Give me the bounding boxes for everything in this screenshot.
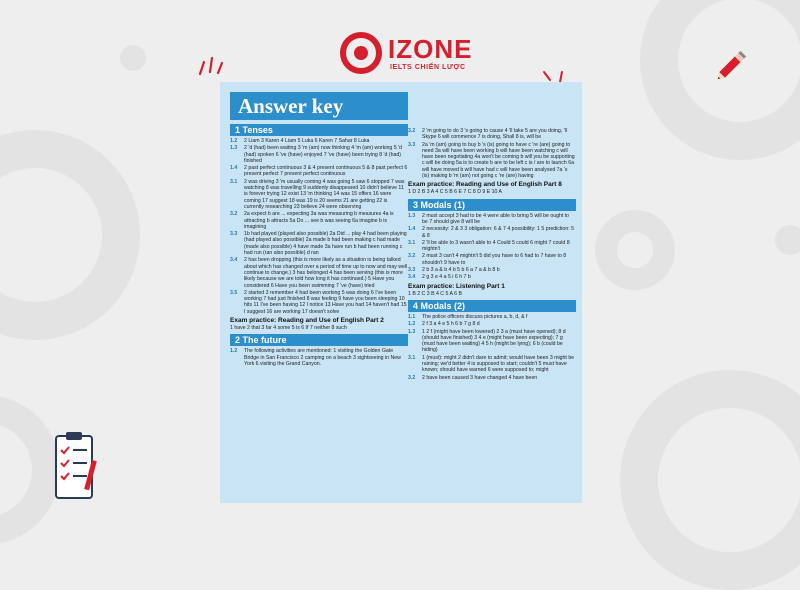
answer-item <box>230 231 408 256</box>
decorative-ring <box>0 130 140 340</box>
answer-item <box>230 138 408 144</box>
answer-item <box>408 274 576 280</box>
answer-text: 2a expect b are ... expecting 3a was measuring b measures 4a is attracting b attracts 5a Do ... see b was seeing 6a imagine b is imagining <box>244 211 394 230</box>
answer-item <box>230 257 408 288</box>
answer-text: The following activities are mentioned: 1 visiting the Golden Gate Bridge in San Francisco 2 camping on a beach 3 sightseeing in New York 6 visiting the Grand Canyon. <box>244 348 401 367</box>
question-number: 3.2 <box>408 253 416 260</box>
answer-item <box>408 128 576 141</box>
answer-text: 2 must 3 can't 4 mightn't 5 did you have to 6 had to 7 have to 8 shouldn't 9 have to <box>422 253 567 266</box>
question-number: 1.4 <box>408 226 416 233</box>
answer-text: 2 necessity: 2 & 3 3 obligation: 6 & 7 4 possibility: 1 5 prediction: 5 & 8 <box>422 226 574 239</box>
exam-practice-title: Exam practice: Reading and Use of English Part 2 <box>230 317 384 325</box>
left-column <box>230 92 408 368</box>
question-number: 3.2 <box>408 128 416 134</box>
answer-item <box>408 253 576 266</box>
answer-text: 2 'm going to do 3 's going to cause 4 'll take 5 are you doing, 'll Skype 6 will commence 7 is doing, Shall 8 is, will be <box>422 128 567 141</box>
section-heading: 3 Modals (1) <box>408 199 576 211</box>
exam-practice-answers: 1 B 2 C 3 B 4 C 5 A 6 B <box>408 290 462 297</box>
question-number: 3.3 <box>408 267 416 274</box>
pencil-icon <box>712 45 752 85</box>
answer-item <box>408 321 576 327</box>
decorative-ring <box>620 370 800 590</box>
answer-text: 2 b 3 a & b 4 b 5 b 6 a 7 a & b 8 b <box>422 267 500 274</box>
brand-name: IZONE <box>388 34 473 64</box>
decorative-ring <box>595 210 675 290</box>
section-heading: 2 The future <box>230 334 408 346</box>
question-number: 3.3 <box>230 231 238 238</box>
answer-item <box>230 348 408 367</box>
answer-text: 2 Liam 3 Karen 4 Liam 5 Luka 6 Karen 7 Sahar 8 Luka <box>244 138 370 144</box>
question-number: 3.4 <box>408 274 416 281</box>
question-number: 3.2 <box>230 211 238 218</box>
question-number: 1.3 <box>408 212 416 219</box>
answer-key-sheet <box>220 82 582 503</box>
exam-practice-answers: 1 have 2 that 3 far 4 some 5 is 6 If 7 neither 8 such <box>230 325 347 332</box>
answer-item <box>408 226 576 239</box>
right-column <box>408 128 576 382</box>
section-heading: 1 Tenses <box>230 124 408 136</box>
answer-text: 2 started 3 remember 4 had been working 5 was doing 6 I've been working 7 had just finished 8 was feeling 9 have you been sleeping 10 hits 11 I've been having 12 I notice 13 Have you had 14 haven't had 15 I suggest 16 are working 17 doesn't solve <box>244 289 407 315</box>
answer-item <box>230 290 408 315</box>
answer-item <box>408 267 576 273</box>
answer-item <box>230 211 408 230</box>
question-number: 3.5 <box>230 289 238 296</box>
answer-item <box>230 145 408 164</box>
answer-text: 2 past perfect continuous 3 & 4 present continuous 5 & 8 past perfect 6 present perfect 7 present perfect continuous <box>244 165 408 178</box>
question-number: 3.1 <box>408 239 416 246</box>
left-column-content <box>230 124 408 367</box>
answer-item <box>408 329 576 354</box>
section-heading: 4 Modals (2) <box>408 300 576 312</box>
question-number: 1.3 <box>408 328 416 335</box>
question-number: 1.2 <box>230 138 238 144</box>
brand-tagline: IELTS CHIẾN LƯỢC <box>390 64 466 71</box>
answer-item <box>230 179 408 210</box>
question-number: 3.4 <box>230 257 238 264</box>
page-title: Answer key <box>230 92 408 120</box>
answer-item <box>408 355 576 374</box>
answer-item <box>408 213 576 226</box>
question-number: 1.4 <box>230 165 238 172</box>
answer-text: 2 was driving 3 'm usually coming 4 was going 5 saw 6 stopped 7 was watching 8 was travelling 9 suddenly disappeared 10 didn't believe 11 is forever trying 12 exist 13 'm thinking 14 was 15 offers 16 were coming 17 suggest 18 was 19 is 20 seems 21 are getting 22 is currently researching 23 believe 24 were observing <box>244 178 405 210</box>
question-number: 3.2 <box>408 374 416 381</box>
right-column-content <box>408 128 576 381</box>
question-number: 3.3 <box>408 141 416 148</box>
answer-item <box>408 142 576 180</box>
question-number: 3.1 <box>408 354 416 361</box>
answer-text: 2 has been dropping (this is more likely as a situation is being talked about which has changed over a period of time up to now and may well continue to change.) 3 has belonged 4 has been serving (this is more likely because we are told how long it has continued.) 5 Have you considered 6 Have you been swimming 7 've (have) tried <box>244 257 408 289</box>
question-number: 3.1 <box>230 178 238 185</box>
logo-mark-icon <box>338 30 384 76</box>
answer-text: 2 'll be able to 3 wasn't able to 4 Could 5 could 6 might 7 could 8 mightn't <box>422 239 570 253</box>
question-number: 1.1 <box>408 313 416 320</box>
answer-item <box>408 314 576 320</box>
question-number: 1.2 <box>230 348 238 355</box>
decorative-dot <box>120 45 146 71</box>
answer-text: 2 have been caused 3 have changed 4 have been <box>422 374 538 381</box>
answer-item <box>408 375 576 381</box>
exam-practice-answers: 1 D 2 B 3 A 4 C 5 B 6 E 7 C 8 D 9 E 10 A <box>408 189 503 196</box>
question-number: 1.2 <box>408 321 416 328</box>
answer-text: 2 must accept 3 had to be 4 were able to bring 5 will be ought to be 7 should give 8 will be <box>422 212 570 225</box>
sparkle-icon <box>196 54 228 78</box>
exam-practice-title: Exam practice: Reading and Use of English Part 8 <box>408 181 562 189</box>
answer-text: 2a 'm (am) going to buy b 's (is) going to have c 're (are) going to need 3a will have been working b will have been watching c will have been negotiating 4a won't be coming b will you be supporting c will be doing 5a is to create b are to be left c is / are to launch 6a will have moved b will have had c will have been analysed 7a 's (is) making b 'm (am) not going c 're (are) having <box>422 141 575 180</box>
answer-item <box>408 240 576 253</box>
question-number: 1.3 <box>230 145 238 152</box>
answer-text: 1 2 f (might have been lowered) 2 3 a (must have opened); 8 d (should have finished) 3 4 e (might have been expecting); 7 g (must have been waiting) 4 5 h (might be lying); 6 b (could be hiding) <box>422 328 566 354</box>
answer-text: 2 f 3 a 4 e 5 h 6 b 7 g 8 d <box>422 321 480 328</box>
answer-text: 2 g 3 e 4 a 5 i 6 h 7 b <box>422 274 471 281</box>
decorative-ring <box>0 395 60 545</box>
answer-text: 2 'd (had) been waiting 3 'm (am) now thinking 4 'm (am) working 5 'd (had) spoken 6 've (have) enjoyed 7 've (have) been trying 8 'd (had) finished <box>244 145 402 164</box>
decorative-dot <box>775 225 800 255</box>
answer-text: The police officers discuss pictures a, b, d, & f <box>422 313 528 320</box>
exam-practice-title: Exam practice: Listening Part 1 <box>408 282 505 290</box>
answer-item <box>230 165 408 178</box>
answer-text: 1b had played (played also possible) 2a Did ... play 4 had been playing (had played also possible) 2a made b had been making c had made (made also possible) 4 have made 3a have run b had been running c had run (ran also possible) d ran <box>244 231 407 257</box>
brand-logo <box>338 30 473 80</box>
clipboard-checklist-icon <box>52 430 100 503</box>
answer-text: 1 (must): might 2 didn't dare to admit; would have been 3 might be raining; we'd better 4 is supposed to start; couldn't 5 must have known; should have warned 6 were supposed to; might <box>422 354 575 374</box>
